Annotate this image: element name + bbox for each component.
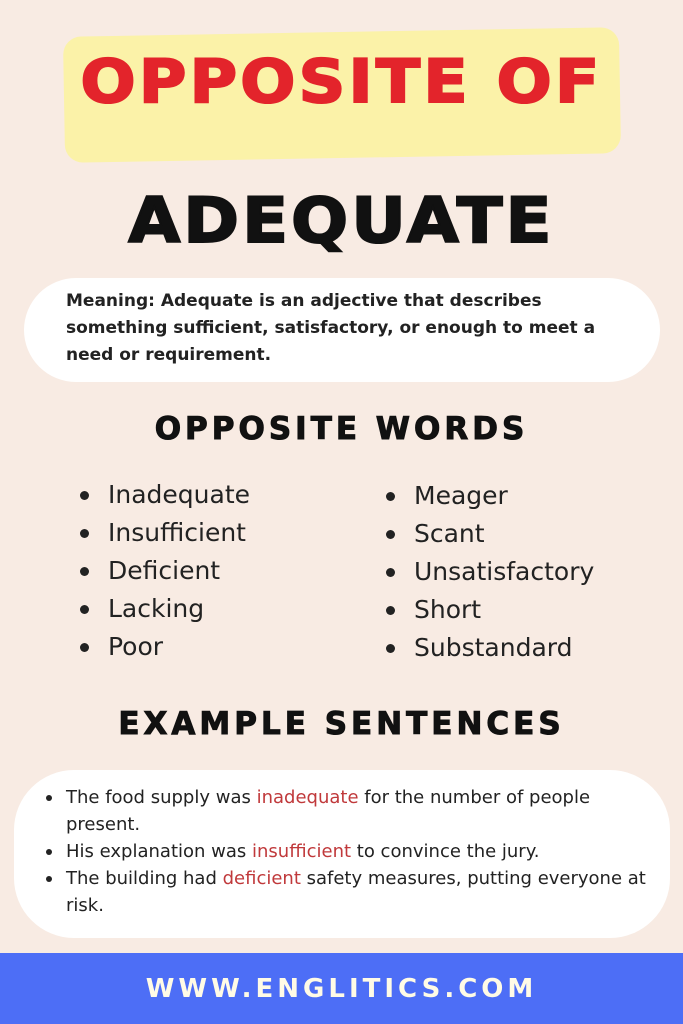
sentence-text: to convince the jury.	[351, 841, 540, 862]
list-item: Inadequate	[80, 476, 250, 514]
sentence-text: for the number of people present.	[66, 787, 591, 835]
example-sentence	[46, 865, 656, 919]
example-sentences-list	[46, 784, 656, 919]
highlighted-word: deficient	[222, 868, 301, 889]
sentence-text: His explanation was	[66, 841, 252, 862]
opposite-words-heading: OPPOSITE WORDS	[154, 411, 529, 447]
meaning-text: Meaning: Adequate is an adjective that describes something sufficient, satisfactory, or enough to meet a need or requirement.	[66, 291, 596, 365]
list-item: Poor	[80, 628, 250, 666]
list-item: Scant	[386, 515, 594, 553]
example-sentence	[46, 838, 656, 865]
list-item: Lacking	[80, 590, 250, 628]
list-item: Short	[386, 591, 594, 629]
page-title: OPPOSITE OF	[80, 47, 603, 117]
list-item: Insufficient	[80, 514, 250, 552]
website-link[interactable]: WWW.ENGLITICS.COM	[145, 974, 538, 1004]
headword: ADEQUATE	[128, 184, 555, 257]
list-item: Substandard	[386, 629, 594, 667]
sentence-text: safety measures, putting everyone at risk.	[66, 868, 646, 916]
highlighted-word: inadequate	[256, 787, 359, 808]
list-item: Deficient	[80, 552, 250, 590]
opposite-words-list-left	[80, 476, 250, 666]
sentence-text: The building had	[66, 868, 223, 889]
example-sentence	[46, 784, 656, 838]
highlighted-word: insufficient	[252, 841, 352, 862]
list-item: Unsatisfactory	[386, 553, 594, 591]
example-sentences-heading: EXAMPLE SENTENCES	[118, 706, 565, 742]
sentence-text: The food supply was	[66, 787, 257, 808]
opposite-words-list-right	[386, 477, 594, 667]
list-item: Meager	[386, 477, 594, 515]
